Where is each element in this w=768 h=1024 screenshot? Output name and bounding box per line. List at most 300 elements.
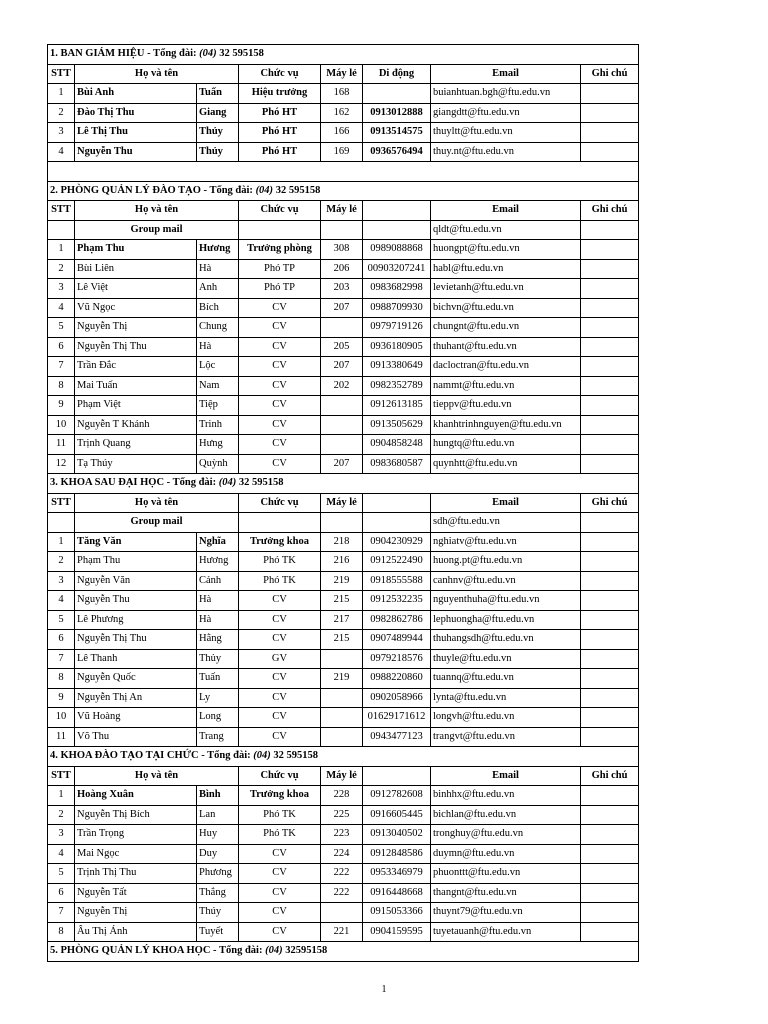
row-position: CV xyxy=(239,630,321,650)
row-note xyxy=(581,864,639,884)
row-given-name: Lan xyxy=(197,805,239,825)
row-given-name: Giang xyxy=(197,103,239,123)
header-position: Chức vụ xyxy=(239,493,321,513)
row-email[interactable]: buianhtuan.bgh@ftu.edu.vn xyxy=(431,84,581,104)
row-email[interactable]: thuyltt@ftu.edu.vn xyxy=(431,123,581,143)
row-email[interactable]: nghiatv@ftu.edu.vn xyxy=(431,532,581,552)
row-stt: 3 xyxy=(48,571,75,591)
table-row xyxy=(48,552,639,572)
row-extension: 205 xyxy=(321,337,363,357)
table-row xyxy=(48,591,639,611)
header-stt: STT xyxy=(48,766,75,786)
table-row xyxy=(48,298,639,318)
row-stt: 5 xyxy=(48,864,75,884)
row-family-name: Trịnh Thị Thu xyxy=(75,864,197,884)
row-position: CV xyxy=(239,669,321,689)
row-email[interactable]: tuannq@ftu.edu.vn xyxy=(431,669,581,689)
table-row xyxy=(48,240,639,260)
row-note xyxy=(581,688,639,708)
row-note xyxy=(581,84,639,104)
row-family-name: Âu Thị Ánh xyxy=(75,922,197,942)
row-family-name: Nguyễn Thu xyxy=(75,591,197,611)
row-email[interactable]: habl@ftu.edu.vn xyxy=(431,259,581,279)
row-note xyxy=(581,532,639,552)
row-position: Phó HT xyxy=(239,103,321,123)
table-row xyxy=(48,435,639,455)
row-email[interactable]: thuhangsdh@ftu.edu.vn xyxy=(431,630,581,650)
table-row xyxy=(48,396,639,416)
row-given-name: Tuấn xyxy=(197,669,239,689)
row-email[interactable]: longvh@ftu.edu.vn xyxy=(431,708,581,728)
group-mail-label: Group mail xyxy=(75,513,239,533)
row-mobile: 0913040502 xyxy=(363,825,431,845)
row-extension: 166 xyxy=(321,123,363,143)
row-position: CV xyxy=(239,337,321,357)
group-mail-row xyxy=(48,513,639,533)
header-position: Chức vụ xyxy=(239,766,321,786)
row-mobile: 0943477123 xyxy=(363,727,431,747)
row-email[interactable]: thuyle@ftu.edu.vn xyxy=(431,649,581,669)
header-mobile: Di động xyxy=(363,64,431,84)
header-email: Email xyxy=(431,64,581,84)
row-given-name: Hằng xyxy=(197,630,239,650)
row-given-name: Duy xyxy=(197,844,239,864)
row-email[interactable]: binhhx@ftu.edu.vn xyxy=(431,786,581,806)
row-family-name: Nguyễn Văn xyxy=(75,571,197,591)
section-phone-number: 32 595158 xyxy=(216,48,264,60)
row-position: Phó TK xyxy=(239,571,321,591)
row-family-name: Lê Việt xyxy=(75,279,197,299)
row-email[interactable]: levietanh@ftu.edu.vn xyxy=(431,279,581,299)
section-area-code: (04) xyxy=(255,184,274,196)
row-extension: 207 xyxy=(321,357,363,377)
row-given-name: Tiệp xyxy=(197,396,239,416)
row-mobile: 0902058966 xyxy=(363,688,431,708)
row-position: CV xyxy=(239,688,321,708)
row-note xyxy=(581,610,639,630)
header-mobile-blank xyxy=(363,493,431,513)
group-mail-row xyxy=(48,220,639,240)
row-position: CV xyxy=(239,396,321,416)
row-note xyxy=(581,396,639,416)
row-family-name: Mai Tuấn xyxy=(75,376,197,396)
table-row xyxy=(48,259,639,279)
row-mobile xyxy=(363,84,431,104)
row-extension: 225 xyxy=(321,805,363,825)
group-stt xyxy=(48,513,75,533)
row-stt: 2 xyxy=(48,259,75,279)
table-row xyxy=(48,142,639,162)
row-extension xyxy=(321,396,363,416)
table-row xyxy=(48,337,639,357)
row-given-name: Lộc xyxy=(197,357,239,377)
row-position: CV xyxy=(239,454,321,474)
row-email[interactable]: lephuongha@ftu.edu.vn xyxy=(431,610,581,630)
row-mobile: 0989088868 xyxy=(363,240,431,260)
row-note xyxy=(581,552,639,572)
row-stt: 1 xyxy=(48,84,75,104)
row-given-name: Nghĩa xyxy=(197,532,239,552)
header-note: Ghi chú xyxy=(581,493,639,513)
row-extension xyxy=(321,415,363,435)
row-email[interactable]: hungtq@ftu.edu.vn xyxy=(431,435,581,455)
section-title-row xyxy=(48,942,639,962)
row-family-name: Vũ Hoàng xyxy=(75,708,197,728)
row-mobile: 0982352789 xyxy=(363,376,431,396)
row-mobile: 0979218576 xyxy=(363,649,431,669)
row-email[interactable]: duymn@ftu.edu.vn xyxy=(431,844,581,864)
row-mobile: 00903207241 xyxy=(363,259,431,279)
header-row xyxy=(48,766,639,786)
row-position: CV xyxy=(239,903,321,923)
row-mobile: 0915053366 xyxy=(363,903,431,923)
row-family-name: Nguyễn Quốc xyxy=(75,669,197,689)
row-stt: 12 xyxy=(48,454,75,474)
header-email: Email xyxy=(431,201,581,221)
header-position: Chức vụ xyxy=(239,201,321,221)
directory-table xyxy=(47,44,639,962)
row-extension xyxy=(321,649,363,669)
row-mobile: 01629171612 xyxy=(363,708,431,728)
row-family-name: Lê Phương xyxy=(75,610,197,630)
header-stt: STT xyxy=(48,64,75,84)
row-email[interactable]: chungnt@ftu.edu.vn xyxy=(431,318,581,338)
row-stt: 1 xyxy=(48,532,75,552)
table-row xyxy=(48,376,639,396)
row-position: Trưởng khoa xyxy=(239,532,321,552)
row-extension xyxy=(321,903,363,923)
spacer-row xyxy=(48,162,639,182)
table-row xyxy=(48,825,639,845)
row-mobile: 0988220860 xyxy=(363,669,431,689)
row-family-name: Lê Thanh xyxy=(75,649,197,669)
row-stt: 7 xyxy=(48,649,75,669)
row-email[interactable]: thuhant@ftu.edu.vn xyxy=(431,337,581,357)
row-extension: 218 xyxy=(321,532,363,552)
row-extension: 206 xyxy=(321,259,363,279)
row-mobile: 0912613185 xyxy=(363,396,431,416)
section-area-code: (04) xyxy=(218,477,237,489)
row-stt: 5 xyxy=(48,610,75,630)
header-position: Chức vụ xyxy=(239,64,321,84)
row-given-name: Long xyxy=(197,708,239,728)
header-row xyxy=(48,64,639,84)
row-family-name: Tăng Văn xyxy=(75,532,197,552)
row-stt: 2 xyxy=(48,805,75,825)
row-given-name: Bình xyxy=(197,786,239,806)
row-note xyxy=(581,318,639,338)
group-position xyxy=(239,513,321,533)
row-given-name: Nam xyxy=(197,376,239,396)
header-note: Ghi chú xyxy=(581,201,639,221)
row-position: CV xyxy=(239,298,321,318)
row-note xyxy=(581,805,639,825)
row-email[interactable]: thuy.nt@ftu.edu.vn xyxy=(431,142,581,162)
row-stt: 8 xyxy=(48,669,75,689)
row-extension: 207 xyxy=(321,454,363,474)
header-name: Họ và tên xyxy=(75,64,239,84)
row-note xyxy=(581,903,639,923)
row-family-name: Lê Thị Thu xyxy=(75,123,197,143)
row-given-name: Thủy xyxy=(197,649,239,669)
row-mobile: 0936180905 xyxy=(363,337,431,357)
spacer-cell xyxy=(48,162,639,182)
row-given-name: Cảnh xyxy=(197,571,239,591)
row-mobile: 0983680587 xyxy=(363,454,431,474)
row-given-name: Trang xyxy=(197,727,239,747)
row-extension: 215 xyxy=(321,591,363,611)
table-row xyxy=(48,922,639,942)
group-mobile xyxy=(363,220,431,240)
row-note xyxy=(581,298,639,318)
row-email[interactable]: thangnt@ftu.edu.vn xyxy=(431,883,581,903)
table-row xyxy=(48,103,639,123)
row-position: CV xyxy=(239,415,321,435)
row-family-name: Nguyễn Thị xyxy=(75,318,197,338)
row-stt: 4 xyxy=(48,142,75,162)
row-stt: 8 xyxy=(48,376,75,396)
row-extension: 222 xyxy=(321,864,363,884)
row-extension: 308 xyxy=(321,240,363,260)
row-extension xyxy=(321,708,363,728)
row-position: CV xyxy=(239,435,321,455)
row-email[interactable]: bichlan@ftu.edu.vn xyxy=(431,805,581,825)
row-mobile: 0904159595 xyxy=(363,922,431,942)
table-row xyxy=(48,864,639,884)
row-given-name: Tuyết xyxy=(197,922,239,942)
header-name: Họ và tên xyxy=(75,201,239,221)
row-position: CV xyxy=(239,844,321,864)
row-note xyxy=(581,708,639,728)
row-email[interactable]: nammt@ftu.edu.vn xyxy=(431,376,581,396)
row-family-name: Hoàng Xuân xyxy=(75,786,197,806)
row-stt: 8 xyxy=(48,922,75,942)
row-position: CV xyxy=(239,376,321,396)
row-family-name: Bùi Liên xyxy=(75,259,197,279)
section-title-row xyxy=(48,45,639,65)
section-phone-number: 32 595158 xyxy=(273,184,321,196)
row-email[interactable]: trangvt@ftu.edu.vn xyxy=(431,727,581,747)
row-note xyxy=(581,571,639,591)
row-stt: 1 xyxy=(48,786,75,806)
row-stt: 7 xyxy=(48,903,75,923)
row-note xyxy=(581,454,639,474)
row-email[interactable]: quynhtt@ftu.edu.vn xyxy=(431,454,581,474)
row-note xyxy=(581,435,639,455)
row-email[interactable]: huongpt@ftu.edu.vn xyxy=(431,240,581,260)
row-stt: 5 xyxy=(48,318,75,338)
row-mobile: 0983682998 xyxy=(363,279,431,299)
row-family-name: Phạm Thu xyxy=(75,552,197,572)
table-row xyxy=(48,415,639,435)
group-mail-email: sdh@ftu.edu.vn xyxy=(431,513,581,533)
group-mobile xyxy=(363,513,431,533)
header-email: Email xyxy=(431,493,581,513)
group-ext xyxy=(321,220,363,240)
section-area-code: (04) xyxy=(253,750,271,762)
row-mobile: 0936576494 xyxy=(363,142,431,162)
row-given-name: Ly xyxy=(197,688,239,708)
section-title-row xyxy=(48,747,639,767)
row-position: CV xyxy=(239,610,321,630)
row-extension: 203 xyxy=(321,279,363,299)
header-mobile-blank xyxy=(363,201,431,221)
row-mobile: 0912848586 xyxy=(363,844,431,864)
row-extension: 217 xyxy=(321,610,363,630)
row-position: Trưởng phòng xyxy=(239,240,321,260)
row-stt: 6 xyxy=(48,883,75,903)
header-mobile-blank xyxy=(363,766,431,786)
row-mobile: 0904230929 xyxy=(363,532,431,552)
row-email[interactable]: thuynt79@ftu.edu.vn xyxy=(431,903,581,923)
header-extension: Máy lẻ xyxy=(321,493,363,513)
row-email[interactable]: lynta@ftu.edu.vn xyxy=(431,688,581,708)
row-stt: 9 xyxy=(48,688,75,708)
section-title-row xyxy=(48,474,639,494)
row-given-name: Quỳnh xyxy=(197,454,239,474)
row-email[interactable]: nguyenthuha@ftu.edu.vn xyxy=(431,591,581,611)
row-position: Phó TK xyxy=(239,805,321,825)
row-family-name: Nguyễn Thị xyxy=(75,903,197,923)
row-note xyxy=(581,786,639,806)
row-note xyxy=(581,357,639,377)
section-phone-number: 32 595158 xyxy=(270,750,318,762)
group-note xyxy=(581,513,639,533)
row-mobile: 0904858248 xyxy=(363,435,431,455)
table-row xyxy=(48,532,639,552)
header-row xyxy=(48,493,639,513)
row-family-name: Trịnh Quang xyxy=(75,435,197,455)
row-family-name: Võ Thu xyxy=(75,727,197,747)
row-given-name: Anh xyxy=(197,279,239,299)
row-position: Trưởng khoa xyxy=(239,786,321,806)
row-note xyxy=(581,103,639,123)
row-note xyxy=(581,825,639,845)
row-mobile: 0912522490 xyxy=(363,552,431,572)
row-given-name: Chung xyxy=(197,318,239,338)
row-given-name: Hương xyxy=(197,552,239,572)
row-position: Phó TK xyxy=(239,552,321,572)
table-row xyxy=(48,318,639,338)
section-title-text: 2. PHÒNG QUẢN LÝ ĐÀO TẠO - Tổng đài: xyxy=(50,184,256,196)
table-row xyxy=(48,786,639,806)
row-mobile: 0979719126 xyxy=(363,318,431,338)
table-row xyxy=(48,669,639,689)
section-area-code: (04) xyxy=(265,945,283,957)
row-note xyxy=(581,142,639,162)
row-stt: 7 xyxy=(48,357,75,377)
row-stt: 11 xyxy=(48,727,75,747)
row-position: CV xyxy=(239,864,321,884)
header-row xyxy=(48,201,639,221)
section-title xyxy=(48,942,639,962)
row-family-name: Trần Trọng xyxy=(75,825,197,845)
row-given-name: Thủy xyxy=(197,123,239,143)
row-position: Phó HT xyxy=(239,123,321,143)
row-mobile: 0916448668 xyxy=(363,883,431,903)
row-note xyxy=(581,123,639,143)
row-extension xyxy=(321,727,363,747)
row-note xyxy=(581,883,639,903)
row-extension: 224 xyxy=(321,844,363,864)
row-email[interactable]: huong.pt@ftu.edu.vn xyxy=(431,552,581,572)
row-extension: 162 xyxy=(321,103,363,123)
table-row xyxy=(48,708,639,728)
row-stt: 3 xyxy=(48,123,75,143)
row-mobile: 0913380649 xyxy=(363,357,431,377)
row-family-name: Nguyễn T Khánh xyxy=(75,415,197,435)
group-ext xyxy=(321,513,363,533)
table-row xyxy=(48,727,639,747)
row-family-name: Nguyễn Thu xyxy=(75,142,197,162)
row-email[interactable]: dacloctran@ftu.edu.vn xyxy=(431,357,581,377)
row-mobile: 0918555588 xyxy=(363,571,431,591)
row-position: CV xyxy=(239,922,321,942)
row-stt: 3 xyxy=(48,279,75,299)
row-position: CV xyxy=(239,708,321,728)
row-email[interactable]: khanhtrinhnguyen@ftu.edu.vn xyxy=(431,415,581,435)
table-row xyxy=(48,84,639,104)
row-family-name: Nguyễn Thị An xyxy=(75,688,197,708)
row-given-name: Hưng xyxy=(197,435,239,455)
table-row xyxy=(48,630,639,650)
row-email[interactable]: tronghuy@ftu.edu.vn xyxy=(431,825,581,845)
section-title-text: 5. PHÒNG QUẢN LÝ KHOA HỌC - Tổng đài: xyxy=(50,945,266,957)
group-position xyxy=(239,220,321,240)
row-mobile: 0913012888 xyxy=(363,103,431,123)
row-stt: 10 xyxy=(48,708,75,728)
row-position: Phó TK xyxy=(239,825,321,845)
row-email[interactable]: giangdtt@ftu.edu.vn xyxy=(431,103,581,123)
row-extension xyxy=(321,688,363,708)
row-email[interactable]: tieppv@ftu.edu.vn xyxy=(431,396,581,416)
row-mobile: 0988709930 xyxy=(363,298,431,318)
row-extension xyxy=(321,435,363,455)
row-stt: 4 xyxy=(48,298,75,318)
row-note xyxy=(581,337,639,357)
row-note xyxy=(581,279,639,299)
row-mobile: 0913505629 xyxy=(363,415,431,435)
section-title-text: 4. KHOA ĐÀO TẠO TẠI CHỨC - Tổng đài: xyxy=(50,750,254,762)
section-phone-number: 32 595158 xyxy=(236,477,284,489)
row-position: CV xyxy=(239,727,321,747)
row-stt: 1 xyxy=(48,240,75,260)
row-note xyxy=(581,591,639,611)
row-email[interactable]: canhnv@ftu.edu.vn xyxy=(431,571,581,591)
row-position: Phó TP xyxy=(239,259,321,279)
row-position: CV xyxy=(239,318,321,338)
row-given-name: Hương xyxy=(197,240,239,260)
row-email[interactable]: tuyetauanh@ftu.edu.vn xyxy=(431,922,581,942)
row-mobile: 0982862786 xyxy=(363,610,431,630)
row-given-name: Hà xyxy=(197,259,239,279)
row-given-name: Thủy xyxy=(197,142,239,162)
row-email[interactable]: phuonttt@ftu.edu.vn xyxy=(431,864,581,884)
row-note xyxy=(581,669,639,689)
table-row xyxy=(48,123,639,143)
row-mobile: 0953346979 xyxy=(363,864,431,884)
row-extension: 228 xyxy=(321,786,363,806)
row-given-name: Hà xyxy=(197,610,239,630)
row-position: CV xyxy=(239,591,321,611)
row-position: Hiệu trưởng xyxy=(239,84,321,104)
section-area-code: (04) xyxy=(199,48,217,60)
section-phone-number: 32595158 xyxy=(282,945,328,957)
row-given-name: Hà xyxy=(197,591,239,611)
table-row xyxy=(48,649,639,669)
header-note: Ghi chú xyxy=(581,766,639,786)
row-email[interactable]: bichvn@ftu.edu.vn xyxy=(431,298,581,318)
